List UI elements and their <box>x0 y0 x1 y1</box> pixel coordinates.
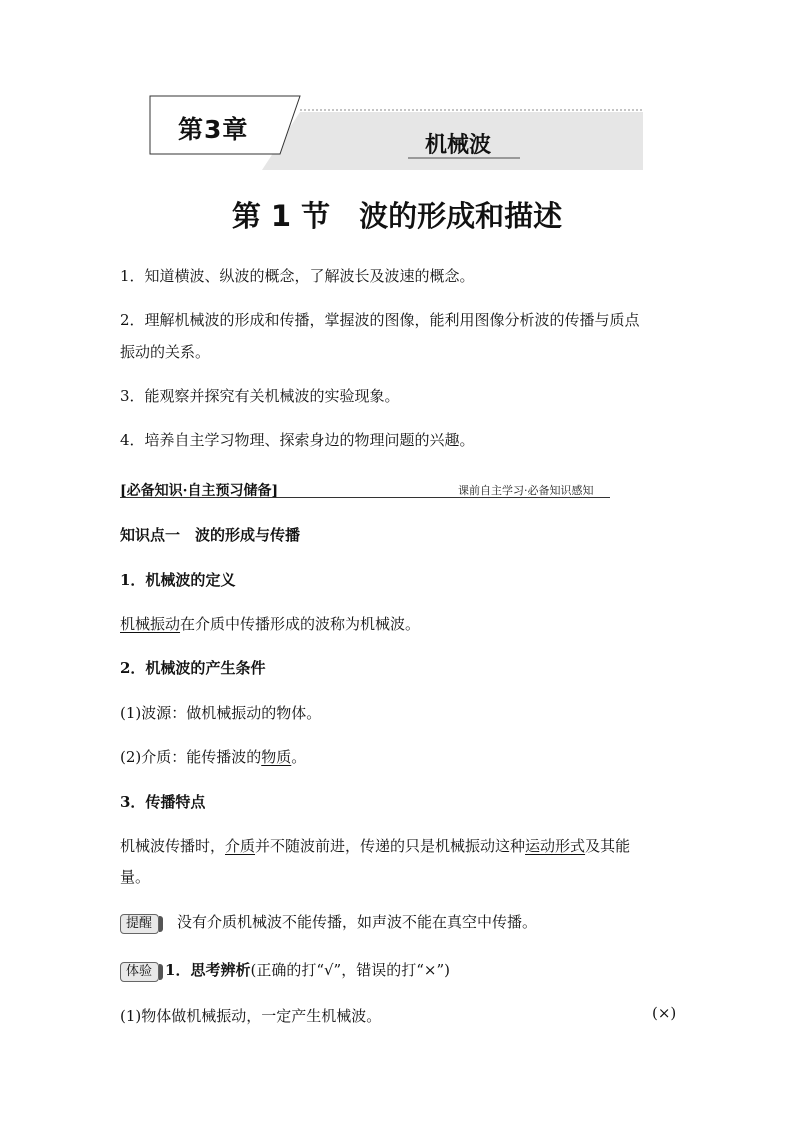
feature-term-2: 运动形式 <box>525 837 586 855</box>
goal-1: 1．知道横波、纵波的概念，了解波长及波速的概念。 <box>120 267 475 285</box>
section-bar-title: [必备知识·自主预习储备] <box>120 483 279 499</box>
feature-a: 机械波传播时， <box>120 837 226 855</box>
condition-heading: 2．机械波的产生条件 <box>120 659 266 677</box>
practice-question-1: (1)物体做机械振动，一定产生机械波。 <box>120 1007 382 1025</box>
condition-2-pre: (2)介质：能传播波的 <box>120 748 262 766</box>
chapter-label: 第3章 <box>178 115 249 144</box>
section-bar-subtitle: 课前自主学习·必备知识感知 <box>458 484 594 497</box>
definition-term: 机械振动 <box>120 615 181 633</box>
feature-text <box>120 834 680 858</box>
definition-text <box>120 612 680 636</box>
practice-tag: 体验 <box>120 962 159 982</box>
goal-2-cont: 振动的关系。 <box>120 343 211 361</box>
reminder-line <box>120 910 680 934</box>
section-title: 第 1 节 波的形成和描述 <box>231 199 563 233</box>
goal-2: 2．理解机械波的形成和传播，掌握波的图像，能利用图像分析波的传播与质点 <box>120 311 640 329</box>
practice-heading: 1．思考辨析 <box>165 961 251 979</box>
chapter-title: 机械波 <box>425 133 492 158</box>
reminder-tag: 提醒 <box>120 914 159 934</box>
condition-2 <box>120 745 680 769</box>
chapter-banner <box>0 0 794 180</box>
feature-term-1: 介质 <box>225 837 256 855</box>
feature-text-cont: 量。 <box>120 868 151 886</box>
section-bar-rule <box>120 497 610 498</box>
goal-4: 4．培养自主学习物理、探索身边的物理问题的兴趣。 <box>120 431 475 449</box>
practice-line <box>120 958 680 982</box>
definition-rest: 在介质中传播形成的波称为机械波。 <box>180 615 421 633</box>
condition-2-post: 。 <box>291 748 307 766</box>
feature-b: 并不随波前进，传递的只是机械振动这种 <box>255 837 526 855</box>
goal-3: 3．能观察并探究有关机械波的实验现象。 <box>120 387 400 405</box>
reminder-text: 没有介质机械波不能传播，如声波不能在真空中传播。 <box>177 913 538 931</box>
knowledge-heading: 知识点一 波的形成与传播 <box>120 526 301 544</box>
condition-1: (1)波源：做机械振动的物体。 <box>120 704 322 722</box>
practice-instruction: (正确的打“√”，错误的打“×”) <box>250 961 450 979</box>
feature-heading: 3．传播特点 <box>120 793 206 811</box>
feature-c: 及其能 <box>585 837 631 855</box>
practice-answer-1: (×) <box>652 1004 677 1022</box>
definition-heading: 1．机械波的定义 <box>120 571 236 589</box>
condition-2-term: 物质 <box>261 748 292 766</box>
